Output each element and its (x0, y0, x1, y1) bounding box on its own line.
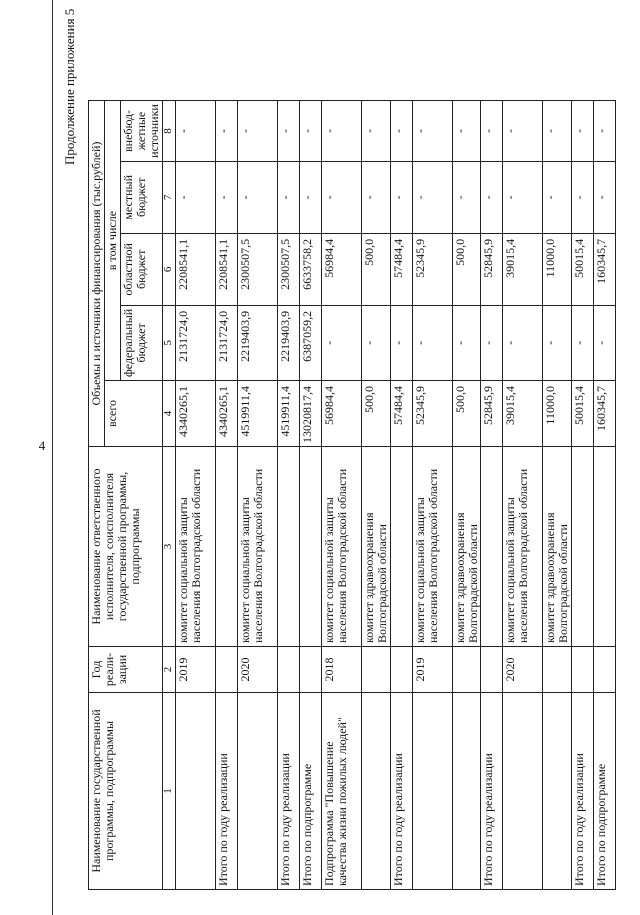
table-body (175, 101, 616, 890)
regional-cell: 2208541,1 (215, 233, 237, 305)
local-cell: - (594, 161, 616, 233)
executor-cell (215, 447, 237, 647)
local-cell: - (321, 161, 361, 233)
table-row (390, 101, 412, 890)
federal-cell: 2219403,9 (277, 305, 299, 380)
extra-cell: - (452, 101, 481, 162)
total-cell: 4340265,1 (215, 381, 237, 447)
index-cell: 1 (162, 693, 175, 890)
program-name-cell (543, 693, 572, 890)
local-cell: - (175, 161, 215, 233)
extra-cell: - (361, 101, 390, 162)
year-cell: 2019 (412, 647, 452, 693)
index-cell: 6 (162, 233, 175, 305)
table-row (543, 101, 572, 890)
top-rule (52, 0, 53, 915)
column-index-row (162, 101, 175, 890)
continuation-note: Продолжение приложения 5 (62, 8, 77, 165)
table-row (594, 101, 616, 890)
program-name-cell (412, 693, 452, 890)
executor-cell (481, 447, 503, 647)
regional-cell: 2300507,5 (277, 233, 299, 305)
program-name-cell (452, 693, 481, 890)
program-name-cell (175, 693, 215, 890)
year-cell (277, 647, 299, 693)
year-cell (361, 647, 390, 693)
header-executor: Наименование ответственного исполнителя, соисполнителя государственной программы, подпрограммы (89, 447, 163, 647)
extra-cell: - (390, 101, 412, 162)
table-row (277, 101, 299, 890)
year-cell (572, 647, 594, 693)
executor-cell: комитет здравоохранения Волгоградской области (361, 447, 390, 647)
index-cell: 2 (162, 647, 175, 693)
page-number: 4 (38, 438, 46, 453)
executor-cell: комитет социальной защиты населения Волгоградской области (321, 447, 361, 647)
program-name-cell: Итого по году реализации (215, 693, 237, 890)
index-cell: 3 (162, 447, 175, 647)
header-regional: областной бюджет (120, 233, 162, 305)
index-cell: 5 (162, 305, 175, 380)
total-cell: 39015,4 (503, 381, 543, 447)
total-cell: 13020817,4 (299, 381, 321, 447)
program-name-cell: Подпрограмма "Повышение качества жизни пожилых людей" (321, 693, 361, 890)
federal-cell: - (572, 305, 594, 380)
table-row (481, 101, 503, 890)
total-cell: 52845,9 (481, 381, 503, 447)
program-name-cell: Итого по году реализации (277, 693, 299, 890)
index-cell: 7 (162, 161, 175, 233)
program-name-cell: Итого по году реализации (572, 693, 594, 890)
executor-cell: комитет здравоохранения Волгоградской области (543, 447, 572, 647)
local-cell: - (361, 161, 390, 233)
total-cell: 50015,4 (572, 381, 594, 447)
regional-cell: 2300507,5 (237, 233, 277, 305)
rotated-page (60, 0, 640, 905)
local-cell: - (299, 161, 321, 233)
regional-cell: 11000,0 (543, 233, 572, 305)
extra-cell: - (572, 101, 594, 162)
header-financing: Объемы и источники финансирования (тыс.рублей) (89, 101, 105, 447)
total-cell: 4519911,4 (237, 381, 277, 447)
header-in-that: в том числе (104, 101, 120, 381)
local-cell: - (412, 161, 452, 233)
index-cell: 4 (162, 381, 175, 447)
program-name-cell (237, 693, 277, 890)
regional-cell: 6633758,2 (299, 233, 321, 305)
table-row (215, 101, 237, 890)
regional-cell: 500,0 (452, 233, 481, 305)
local-cell: - (277, 161, 299, 233)
header-year: Год реали-зации (89, 647, 163, 693)
total-cell: 160345,7 (594, 381, 616, 447)
federal-cell: - (481, 305, 503, 380)
extra-cell: - (412, 101, 452, 162)
total-cell: 4519911,4 (277, 381, 299, 447)
federal-cell: - (390, 305, 412, 380)
local-cell: - (215, 161, 237, 233)
federal-cell: - (321, 305, 361, 380)
program-name-cell: Итого по году реализации (481, 693, 503, 890)
executor-cell: комитет здравоохранения Волгоградской области (452, 447, 481, 647)
executor-cell: комитет социальной защиты населения Волгоградской области (412, 447, 452, 647)
total-cell: 57484,4 (390, 381, 412, 447)
financing-table (88, 100, 616, 890)
executor-cell: комитет социальной защиты населения Волгоградской области (237, 447, 277, 647)
extra-cell: - (503, 101, 543, 162)
year-cell: 2020 (237, 647, 277, 693)
table-row (452, 101, 481, 890)
extra-cell: - (237, 101, 277, 162)
executor-cell (299, 447, 321, 647)
total-cell: 4340265,1 (175, 381, 215, 447)
federal-cell: - (452, 305, 481, 380)
extra-cell: - (321, 101, 361, 162)
table-row (412, 101, 452, 890)
table-row (503, 101, 543, 890)
executor-cell (594, 447, 616, 647)
total-cell: 500,0 (361, 381, 390, 447)
extra-cell: - (215, 101, 237, 162)
year-cell: 2018 (321, 647, 361, 693)
extra-cell: - (543, 101, 572, 162)
header-program: Наименование государственной программы, подпрограммы (89, 693, 163, 890)
local-cell: - (237, 161, 277, 233)
regional-cell: 50015,4 (572, 233, 594, 305)
regional-cell: 2208541,1 (175, 233, 215, 305)
table-row (361, 101, 390, 890)
year-cell: 2019 (175, 647, 215, 693)
table-row (175, 101, 215, 890)
table-row (237, 101, 277, 890)
federal-cell: - (594, 305, 616, 380)
extra-cell: - (299, 101, 321, 162)
federal-cell: 6387059,2 (299, 305, 321, 380)
federal-cell: 2131724,0 (215, 305, 237, 380)
regional-cell: 52845,9 (481, 233, 503, 305)
extra-cell: - (481, 101, 503, 162)
program-name-cell: Итого по подпрограмме (594, 693, 616, 890)
header-local: местный бюджет (120, 161, 162, 233)
total-cell: 11000,0 (543, 381, 572, 447)
executor-cell (277, 447, 299, 647)
extra-cell: - (594, 101, 616, 162)
executor-cell (572, 447, 594, 647)
local-cell: - (543, 161, 572, 233)
program-name-cell: Итого по году реализации (390, 693, 412, 890)
index-cell: 8 (162, 101, 175, 162)
federal-cell: 2219403,9 (237, 305, 277, 380)
table-row (321, 101, 361, 890)
executor-cell: комитет социальной защиты населения Волгоградской области (175, 447, 215, 647)
executor-cell: комитет социальной защиты населения Волгоградской области (503, 447, 543, 647)
federal-cell: 2131724,0 (175, 305, 215, 380)
local-cell: - (503, 161, 543, 233)
program-name-cell (361, 693, 390, 890)
local-cell: - (390, 161, 412, 233)
year-cell (452, 647, 481, 693)
year-cell (594, 647, 616, 693)
federal-cell: - (543, 305, 572, 380)
executor-cell (390, 447, 412, 647)
total-cell: 56984,4 (321, 381, 361, 447)
total-cell: 500,0 (452, 381, 481, 447)
federal-cell: - (412, 305, 452, 380)
local-cell: - (481, 161, 503, 233)
federal-cell: - (503, 305, 543, 380)
regional-cell: 500,0 (361, 233, 390, 305)
year-cell (543, 647, 572, 693)
year-cell (390, 647, 412, 693)
header-total: всего (104, 381, 162, 447)
regional-cell: 52345,9 (412, 233, 452, 305)
table-row (572, 101, 594, 890)
program-name-cell: Итого по подпрограмме (299, 693, 321, 890)
program-name-cell (503, 693, 543, 890)
year-cell (215, 647, 237, 693)
header-extra: внебюд-жетные источники (120, 101, 162, 162)
regional-cell: 56984,4 (321, 233, 361, 305)
year-cell: 2020 (503, 647, 543, 693)
regional-cell: 39015,4 (503, 233, 543, 305)
extra-cell: - (277, 101, 299, 162)
header-federal: федеральный бюджет (120, 305, 162, 380)
local-cell: - (452, 161, 481, 233)
regional-cell: 57484,4 (390, 233, 412, 305)
total-cell: 52345,9 (412, 381, 452, 447)
federal-cell: - (361, 305, 390, 380)
extra-cell: - (175, 101, 215, 162)
local-cell: - (572, 161, 594, 233)
year-cell (481, 647, 503, 693)
year-cell (299, 647, 321, 693)
regional-cell: 160345,7 (594, 233, 616, 305)
table-row (299, 101, 321, 890)
